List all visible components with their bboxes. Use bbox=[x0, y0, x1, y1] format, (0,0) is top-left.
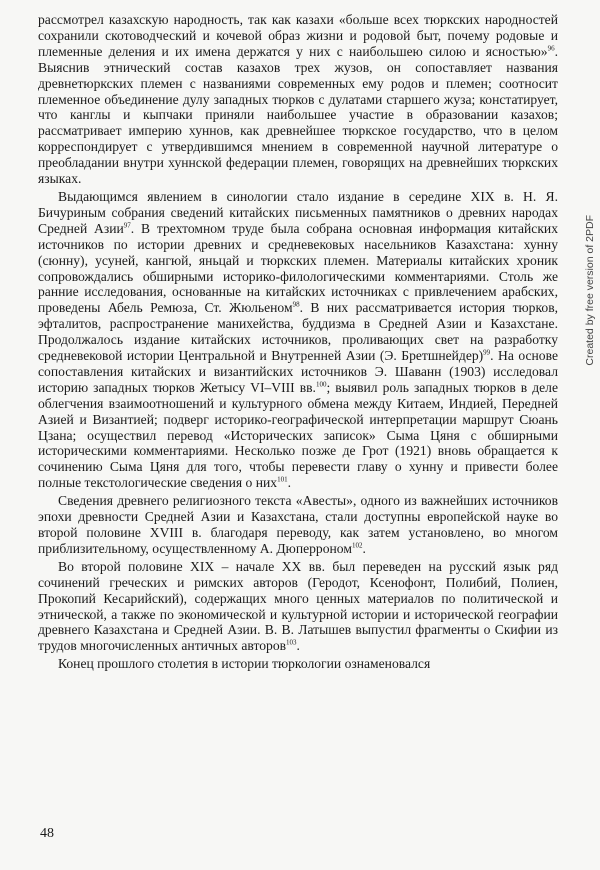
footnote-ref: 97 bbox=[123, 221, 131, 230]
text-run: . Выяснив этнический состав казахов трех жузов, он сопоставляет названия древнетюркских племен с названиями современных ему родов и племен; соотносит племенное объединение дулу западных тюрков с дулатами старшего жуза; констатирует, что канглы и кыпчаки приняли наибольшее участие в образовании казахов; рассматривает империю хуннов, как древнейшее тюркское государство, что в целом корреспондирует с утвердившимся мнением в современной научной литературе о преобладании внутри хуннской федерации племен, говорящих на древнейших тюркских языках. bbox=[38, 43, 558, 187]
paragraph bbox=[38, 12, 558, 187]
footnote-ref: 103 bbox=[286, 638, 297, 647]
footnote-ref: 96 bbox=[547, 44, 555, 53]
text-run: . На основе сопоставления китайских и византийских источников Э. Шаванн (1903) исследовал историю западных тюрков Жетысу VI–VIII вв. bbox=[38, 348, 558, 395]
footnote-ref: 99 bbox=[483, 348, 491, 357]
text-run: . В трехтомном труде была собрана основная информация китайских источников по истории древних и средневековых насельников Казахстана: хунну (сюнну), усуней, кангюй, яньцай и тюркских племен. Материалы китайских хроник сопровождались обширными историко-филологическими комментариями. Столь же ранние исследования, основанные на китайских источниках с привлечением арабских, проведены Абель Ремюза, Ст. Жюльеном bbox=[38, 220, 558, 316]
text-run: рассмотрел казахскую народность, так как казахи «больше всех тюркских народностей сохранили скотоводческий и кочевой образ жизни и родовой быт, почему родовые и племенные деления и их имена держатся у них с наибольшею силою и ясностью» bbox=[38, 12, 558, 59]
paragraph bbox=[38, 559, 558, 654]
text-run: ; выявил роль западных тюрков в деле облегчения взаимоотношений и культурного обмена между Китаем, Индией, Передней Азией и Византией; подверг историко-географической интерпретации маршрут Сюань Цзана; осуществил перевод «Исторических записок» Сыма Цяня с обширными историческими комментариями. Несколько позже де Грот (1921) вновь обращается к сочинению Сыма Цяня для того, чтобы перевести главу о хунну и привести более полные текстологические сведения о них bbox=[38, 379, 558, 491]
footnote-ref: 98 bbox=[292, 300, 300, 309]
page-number: 48 bbox=[40, 826, 54, 841]
text-run: . bbox=[296, 638, 300, 654]
watermark: Created by free version of 2PDF bbox=[584, 215, 596, 366]
paragraph bbox=[38, 493, 558, 557]
text-run: . В них рассматривается история тюрков, эфталитов, распространение манихейства, буддизма в Средней Азии и Казахстане. Продолжалось издание китайских источников, проливающих свет на разработку средневековой истории Центральной и Внутренней Азии (Э. Бретшнейдер) bbox=[38, 300, 559, 364]
footnote-ref: 100 bbox=[315, 380, 327, 389]
page-body bbox=[38, 12, 558, 672]
text-run: Во второй половине XIX – начале XX вв. был переведен на русский язык ряд сочинений греческих и римских авторов (Геродот, Ксенофонт, Полибий, Полиен, Прокопий Кесарийский), содержащих много ценных материалов по политической и этнической, а также по экономической и культурной истории и исторической географии древнего Казахстана и Средней Азии. В. В. Латышев выпустил фрагменты о Скифии из трудов многочисленных античных авторов bbox=[38, 558, 558, 654]
text-run: Выдающимся явлением в синологии стало издание в середине XIX в. Н. Я. Бичуриным собрания сведений китайских письменных памятников о древних народах Средней Азии bbox=[38, 188, 558, 236]
footnote-ref: 102 bbox=[351, 541, 363, 550]
footnote-ref: 101 bbox=[277, 475, 288, 484]
paragraph bbox=[38, 189, 558, 491]
text-run: . bbox=[362, 540, 366, 556]
text-run: . bbox=[287, 475, 291, 491]
paragraph bbox=[38, 656, 558, 672]
text-run: Сведения древнего религиозного текста «Авесты», одного из важнейших источников эпохи древности Средней Азии и Казахстана, стали доступны европейской науке во второй половине XVIII в. благодаря переводу, как затем установлено, во многом приблизительному, осуществленному А. Дюперроном bbox=[38, 493, 558, 556]
text-run: Конец прошлого столетия в истории тюркологии ознаменовался bbox=[58, 656, 431, 672]
